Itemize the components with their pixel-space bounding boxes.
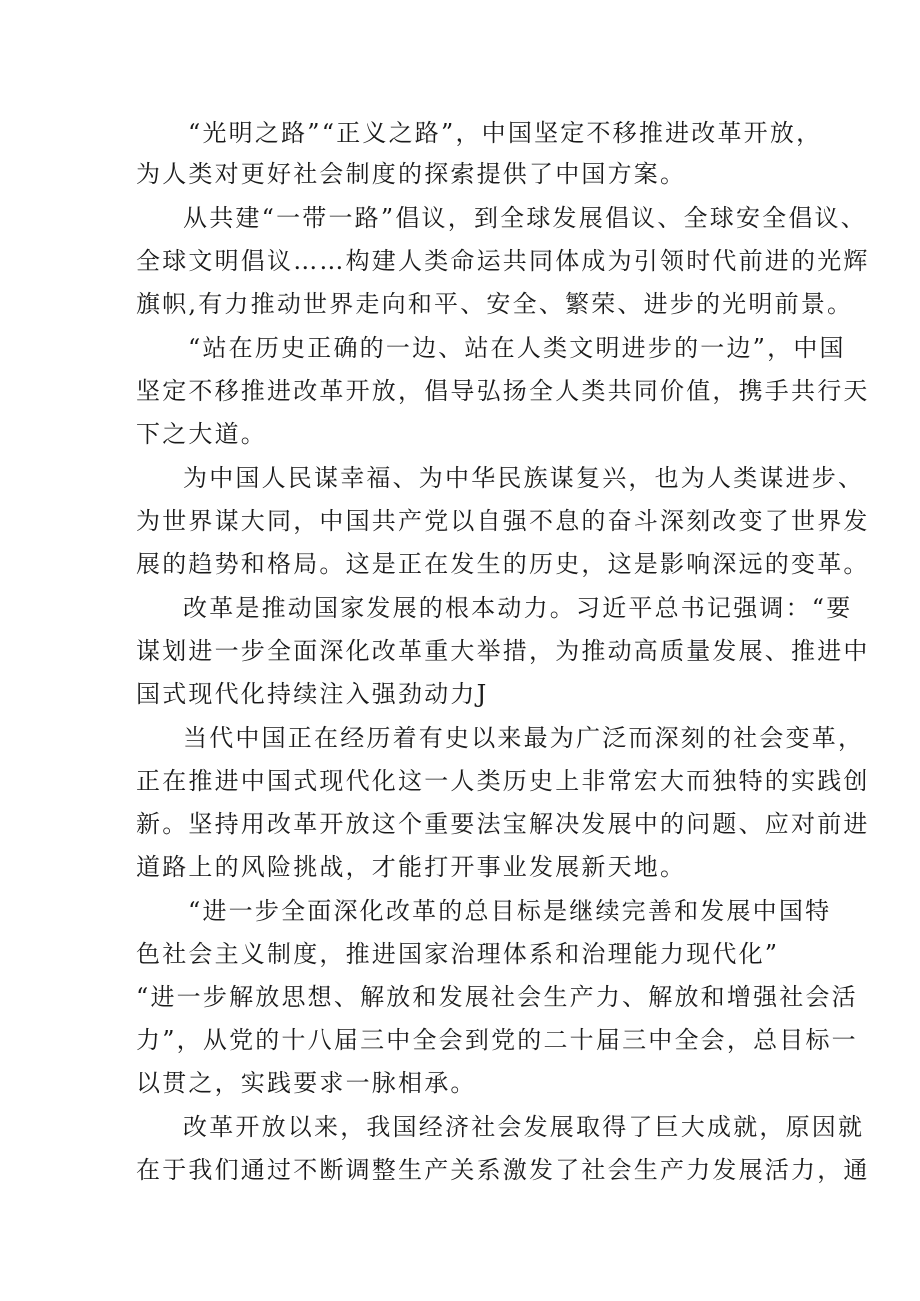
text-line: 下之大道。 bbox=[136, 420, 267, 448]
text-line: “进一步全面深化改革的总目标是继续完善和发展中国特 bbox=[188, 897, 832, 925]
text-line: 为人类对更好社会制度的探索提供了中国方案。 bbox=[136, 160, 687, 188]
text-line: 正在推进中国式现代化这一人类历史上非常宏大而独特的实践创 bbox=[136, 767, 870, 795]
text-line: “进一步解放思想、解放和发展社会生产力、解放和增强社会活 bbox=[136, 983, 858, 1011]
text-line: 色社会主义制度，推进国家治理体系和治理能力现代化” bbox=[136, 940, 780, 968]
text-line: 为世界谋大同，中国共产党以自强不息的奋斗深刻改变了世界发 bbox=[136, 507, 870, 535]
text-line: 谋划进一步全面深化改革重大举措，为推动高质量发展、推进中 bbox=[136, 637, 870, 665]
text-line: 坚定不移推进改革开放，倡导弘扬全人类共同价值，携手共行天 bbox=[136, 377, 870, 405]
text-line: 以贯之，实践要求一脉相承。 bbox=[136, 1069, 477, 1097]
text-line: “站在历史正确的一边、站在人类文明进步的一边”，中国 bbox=[188, 334, 846, 362]
text-line: 当代中国正在经历着有史以来最为广泛而深刻的社会变革， bbox=[183, 724, 865, 752]
text-line: 新。坚持用改革开放这个重要法宝解决发展中的问题、应对前进 bbox=[136, 810, 870, 838]
text-line: 改革开放以来，我国经济社会发展取得了巨大成就，原因就 bbox=[183, 1113, 865, 1141]
text-line: 全球文明倡议……构建人类命运共同体成为引领时代前进的光辉 bbox=[136, 247, 870, 275]
text-line: 国式现代化持续注入强劲动力J bbox=[136, 680, 489, 708]
text-line: 改革是推动国家发展的根本动力。习近平总书记强调：“要 bbox=[183, 594, 853, 622]
text-line: 为中国人民谋幸福、为中华民族谋复兴，也为人类谋进步、 bbox=[183, 464, 865, 492]
text-line: 从共建“一带一路”倡议，到全球发展倡议、全球安全倡议、 bbox=[183, 204, 867, 232]
text-line: 力”，从党的十八届三中全会到党的二十届三中全会，总目标一 bbox=[136, 1026, 858, 1054]
text-line: 道路上的风险挑战，才能打开事业发展新天地。 bbox=[136, 853, 687, 881]
text-line: 在于我们通过不断调整生产关系激发了社会生产力发展活力，通 bbox=[136, 1156, 870, 1184]
text-line: “光明之路”“正义之路”，中国坚定不移推进改革开放， bbox=[188, 119, 823, 147]
text-line: 旗帜,有力推动世界走向和平、安全、繁荣、进步的光明前景。 bbox=[136, 290, 854, 318]
text-line: 展的趋势和格局。这是正在发生的历史，这是影响深远的变革。 bbox=[136, 550, 870, 578]
